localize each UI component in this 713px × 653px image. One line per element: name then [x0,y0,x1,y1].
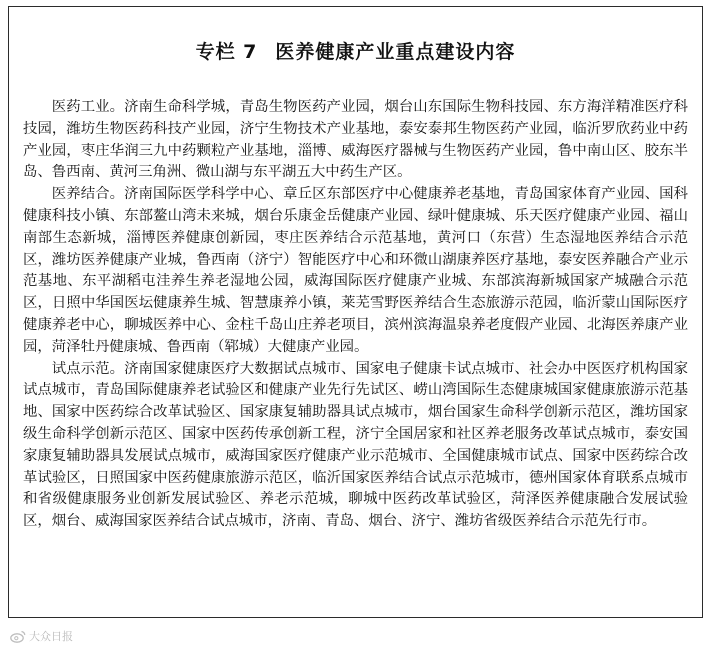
weibo-logo-icon [10,630,26,643]
box-heading [9,37,702,64]
box-content [23,97,688,533]
paragraph-pilot-demonstration: 试点示范。济南国家健康医疗大数据试点城市、国家电子健康卡试点城市、社会办中医医疗机构国家试点城市，青岛国际健康养老试验区和健康产业先行先试区、崂山湾国际生态健康城国家健康旅游示范基地、国家中医药综合改革试验区、国家康复辅助器具试点城市，烟台国家生命科学创新示范区，潍坊国家级生命科学创新示范区、国家中医药传承创新工程，济宁全国居家和社区养老服务改革试点城市，泰安国家康复辅助器具发展试点城市，威海国家医疗健康产业示范城市、全国健康城市试点、国家中医药综合改革试验区，日照国家中医药健康旅游示范区，临沂国家医养结合试点示范城市，德州国家体育联系点城市和省级健康服务业创新发展试验区、养老示范城，聊城中医药改革试验区，菏泽医养健康融合发展试验区，烟台、威海国家医养结合试点城市，济南、青岛、烟台、济宁、潍坊省级医养结合示范先行市。 [23,360,688,530]
watermark-text: 大众日报 [29,630,73,643]
paragraph-pharma-industry: 医药工业。济南生命科学城，青岛生物医药产业园，烟台山东国际生物科技园、东方海洋精准医疗科技园，潍坊生物医药科技产业园，济宁生物技术产业基地，泰安泰邦生物医药产业园，临沂罗欣药业中药产业园，枣庄华润三九中药颗粒产业基地，淄博、威海医疗器械与生物医药产业园，鲁中南山区、胶东半岛、鲁西南、黄河三角洲、微山湖与东平湖五大中药生产区。 [23,99,688,181]
paragraph-medical-elderly-care: 医养结合。济南国际医学科学中心、章丘区东部医疗中心健康养老基地，青岛国家体育产业园、国科健康科技小镇、东部鳌山湾未来城，烟台乐康金岳健康产业园、绿叶健康城、乐天医疗健康产业园、福山南部生态新城，淄博医养健康创新园，枣庄医养结合示范基地，黄河口（东营）生态湿地医养结合示范区，潍坊医养健康产业城，鲁西南（济宁）智能医疗中心和环微山湖康养医疗基地，泰安医养融合产业示范基地、东平湖稻屯洼养生养老湿地公园，威海国际医疗健康产业城、东部滨海新城国家产城融合示范区，日照中华国医坛健康养生城、智慧康养小镇，莱芜雪野医养结合生态旅游示范园，临沂蒙山国际医疗健康养老中心，聊城医养中心、金柱千岛山庄养老项目，滨州滨海温泉养老度假产业园、北海医养康产业园，菏泽牡丹健康城、鲁西南（郓城）大健康产业园。 [23,186,688,355]
watermark [10,628,73,644]
box-title: 医养健康产业重点建设内容 [275,41,516,63]
column-box [8,6,703,618]
box-number: 专栏 7 [195,41,258,63]
